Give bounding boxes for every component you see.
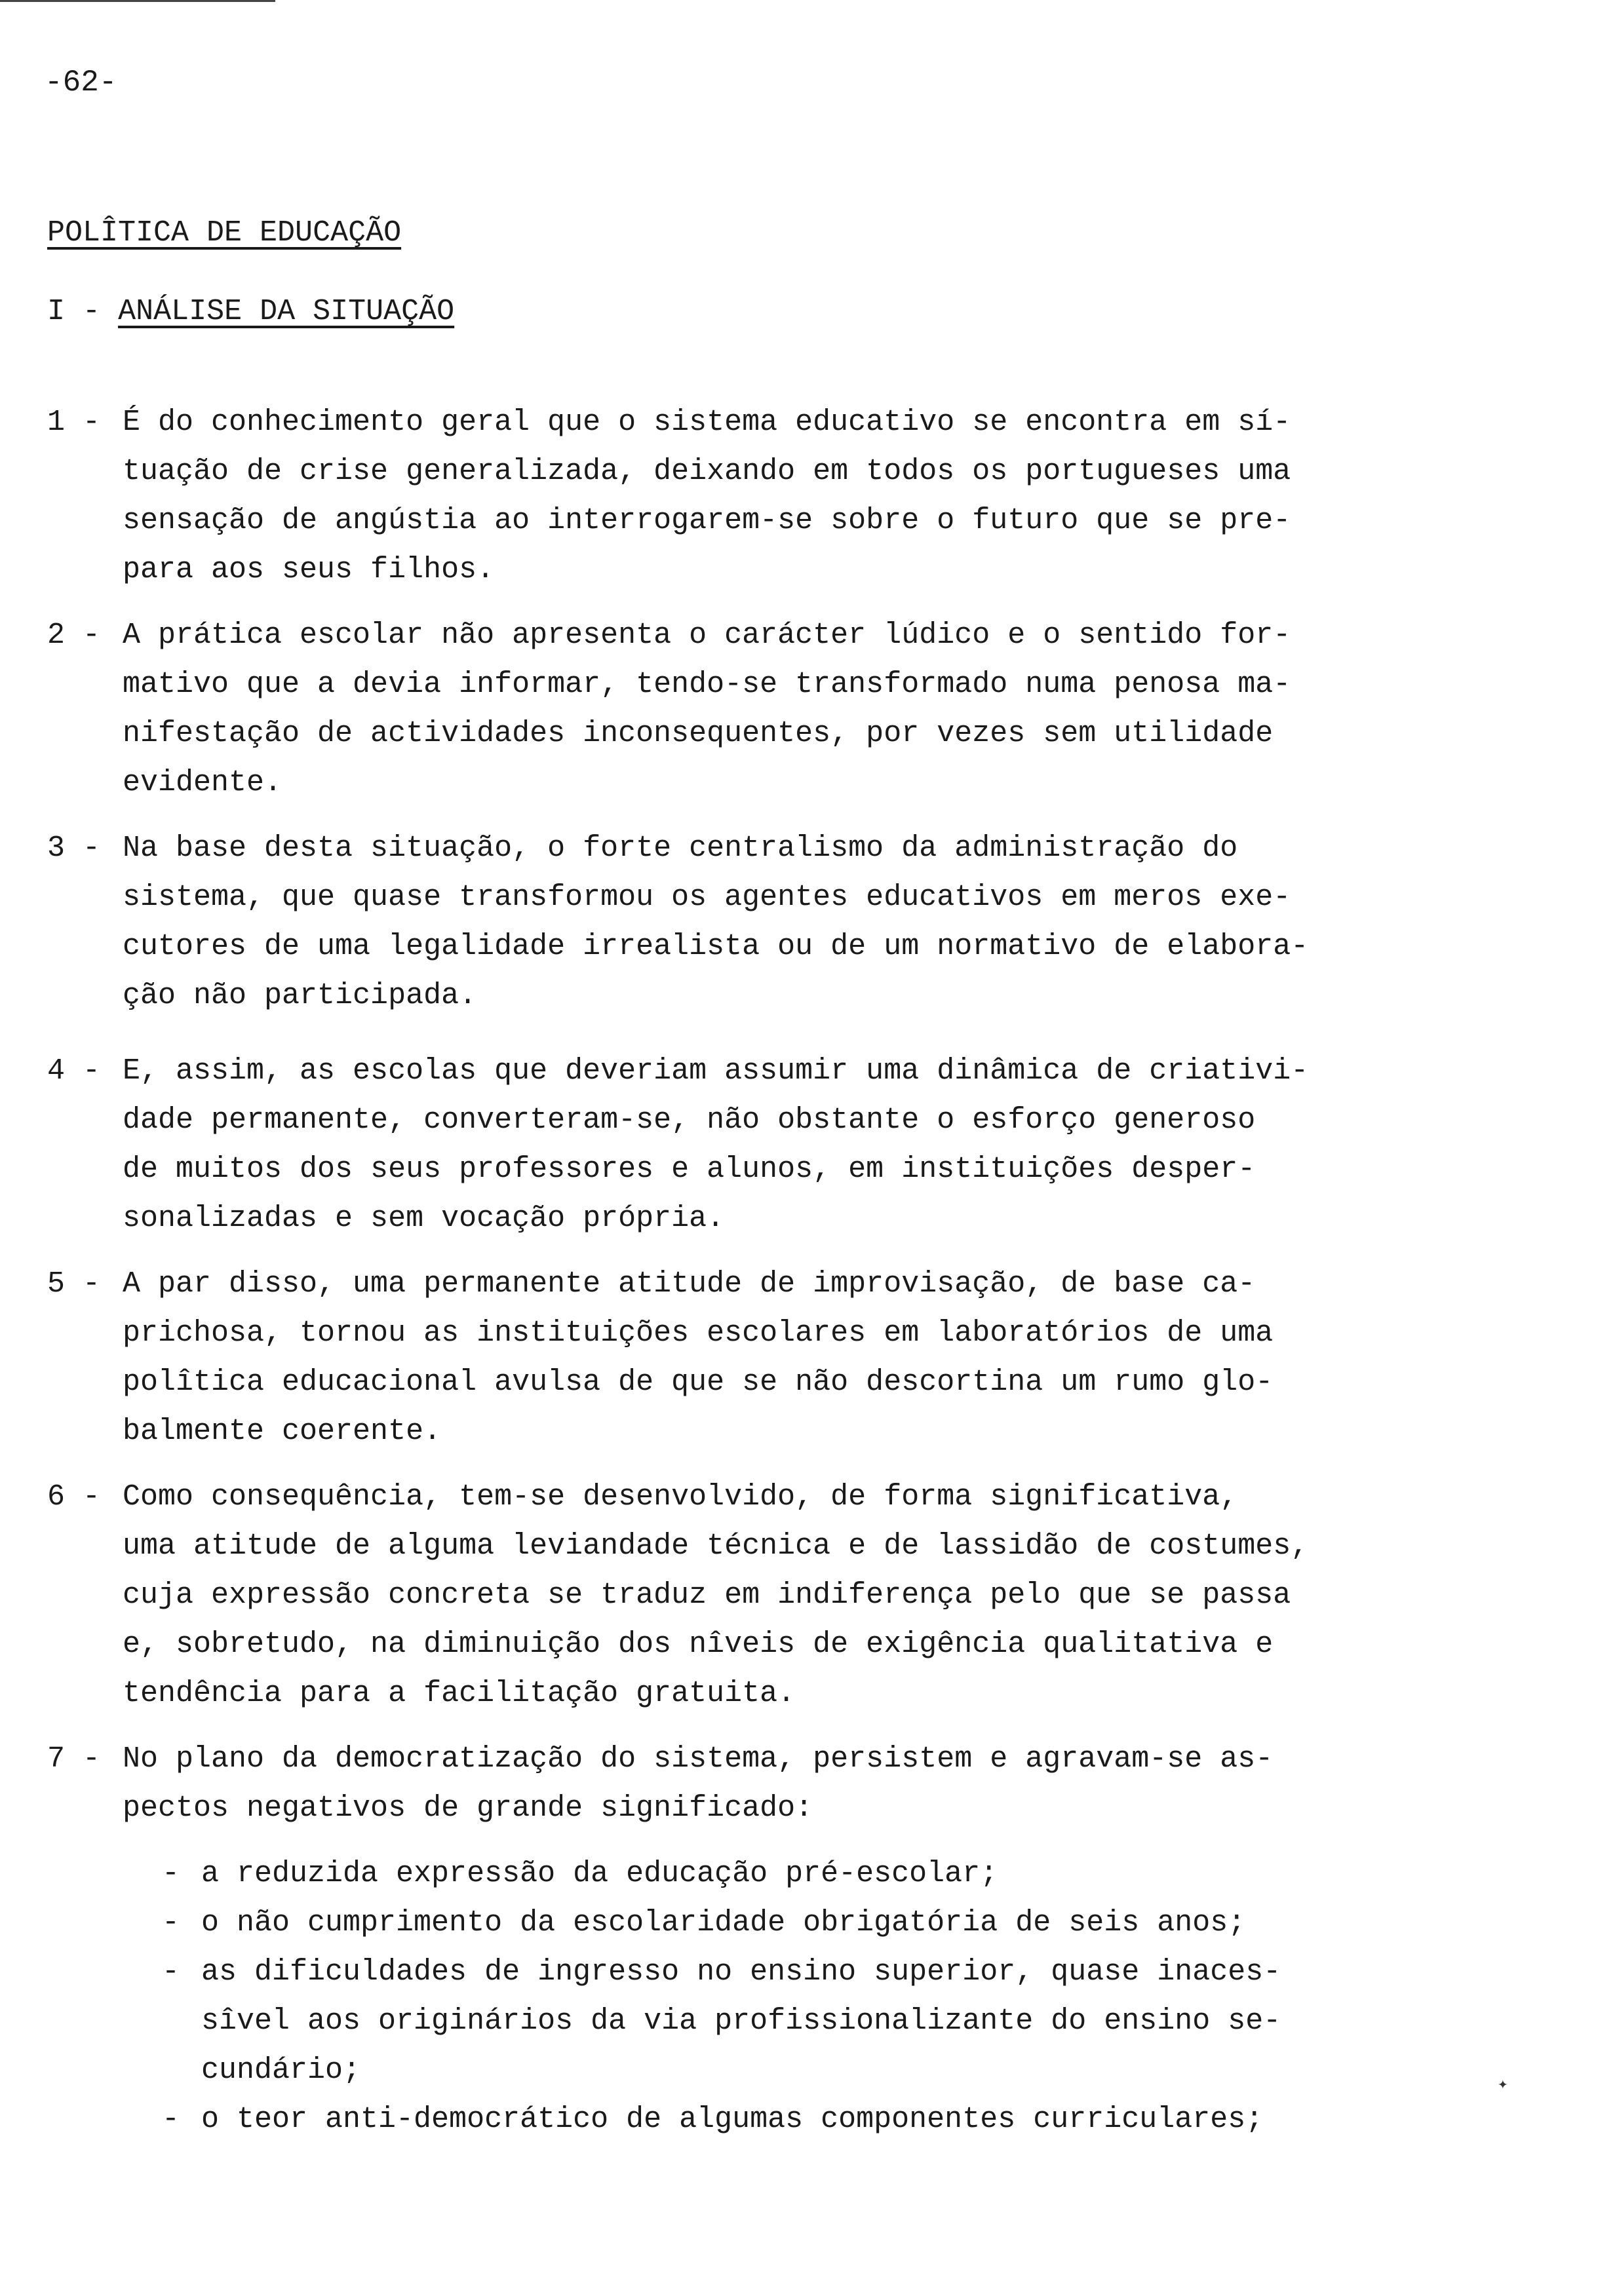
item-number: 1 - — [47, 406, 101, 439]
text-line: A par disso, uma permanente atitude de improvisação, de base ca- — [123, 1267, 1256, 1301]
text-line: balmente coerente. — [123, 1415, 442, 1448]
text-line: Como consequência, tem-se desenvolvido, de forma significativa, — [123, 1480, 1238, 1514]
item-number: 6 - — [47, 1480, 101, 1514]
section-title: ANÁLISE DA SITUAÇÃO — [118, 295, 455, 328]
section-numeral: I — [47, 295, 66, 328]
sub-list-item — [162, 1898, 1476, 1947]
text-line: tuação de crise generalizada, deixando em todos os portugueses uma — [123, 455, 1291, 488]
list-item — [47, 1259, 1476, 1456]
sub-list-item — [162, 2095, 1476, 2144]
text-line: É do conhecimento geral que o sistema educativo se encontra em sí- — [123, 406, 1291, 439]
text-line: uma atitude de alguma leviandade técnica e de lassidão de costumes, — [123, 1529, 1309, 1563]
text-line: cundário; — [201, 2054, 361, 2087]
item-number: 5 - — [47, 1267, 101, 1301]
text-line: tendência para a facilitação gratuita. — [123, 1677, 796, 1710]
text-line: Na base desta situação, o forte centralismo da administração do — [123, 832, 1238, 865]
list-item — [47, 824, 1476, 1020]
text-line: sistema, que quase transformou os agentes educativos em meros exe- — [123, 881, 1291, 914]
stray-mark-icon: ✦ — [1498, 2075, 1508, 2094]
text-line: o não cumprimento da escolaridade obrigatória de seis anos; — [201, 1906, 1246, 1940]
sub-list-item — [162, 1947, 1476, 2095]
item-number: 4 - — [47, 1054, 101, 1088]
text-line: sîvel aos originários da via profissionalizante do ensino se- — [201, 2004, 1281, 2038]
list-item — [47, 1734, 1476, 2144]
text-line: e, sobretudo, na diminuição dos nîveis de exigência qualitativa e — [123, 1628, 1274, 1661]
text-line: sonalizadas e sem vocação própria. — [123, 1202, 725, 1235]
text-line: a reduzida expressão da educação pré-escolar; — [201, 1857, 998, 1890]
item-number: 7 - — [47, 1742, 101, 1776]
top-rule — [0, 0, 275, 2]
dash-marker: - — [162, 1955, 180, 1989]
page-title: POLÎTICA DE EDUCAÇÃO — [47, 216, 402, 250]
text-line: para aos seus filhos. — [123, 553, 495, 586]
list-item — [47, 1046, 1476, 1243]
dash-marker: - — [162, 1857, 180, 1890]
item-number: 2 - — [47, 619, 101, 652]
dash-marker: - — [162, 1906, 180, 1940]
numbered-list — [47, 398, 1476, 2160]
text-line: sensação de angústia ao interrogarem-se sobre o futuro que se pre- — [123, 504, 1291, 537]
section-heading — [47, 295, 454, 328]
sub-list — [123, 1849, 1476, 2144]
text-line: A prática escolar não apresenta o carácter lúdico e o sentido for- — [123, 619, 1291, 652]
page-number: -62- — [45, 66, 117, 100]
item-number: 3 - — [47, 832, 101, 865]
text-line: nifestação de actividades inconsequentes, por vezes sem utilidade — [123, 717, 1274, 750]
text-line: pectos negativos de grande significado: — [123, 1791, 813, 1825]
sub-list-item — [162, 1849, 1476, 1898]
text-line: cutores de uma legalidade irrealista ou de um normativo de elabora- — [123, 930, 1309, 963]
text-line: mativo que a devia informar, tendo-se transformado numa penosa ma- — [123, 668, 1291, 701]
text-line: as dificuldades de ingresso no ensino superior, quase inaces- — [201, 1955, 1281, 1989]
text-line: prichosa, tornou as instituições escolares em laboratórios de uma — [123, 1316, 1274, 1350]
section-separator: - — [83, 295, 101, 328]
text-line: ção não participada. — [123, 979, 477, 1012]
text-line: E, assim, as escolas que deveriam assumir uma dinâmica de criativi- — [123, 1054, 1309, 1088]
text-line: dade permanente, converteram-se, não obstante o esforço generoso — [123, 1103, 1256, 1137]
text-line: polîtica educacional avulsa de que se não descortina um rumo glo- — [123, 1366, 1274, 1399]
text-line: cuja expressão concreta se traduz em indiferença pelo que se passa — [123, 1578, 1291, 1612]
text-line: No plano da democratização do sistema, persistem e agravam-se as- — [123, 1742, 1274, 1776]
list-item — [47, 1472, 1476, 1718]
list-item — [47, 398, 1476, 594]
text-line: o teor anti-democrático de algumas componentes curriculares; — [201, 2103, 1264, 2136]
dash-marker: - — [162, 2103, 180, 2136]
text-line: de muitos dos seus professores e alunos, em instituições desper- — [123, 1153, 1256, 1186]
list-item — [47, 611, 1476, 807]
text-line: evidente. — [123, 766, 282, 799]
